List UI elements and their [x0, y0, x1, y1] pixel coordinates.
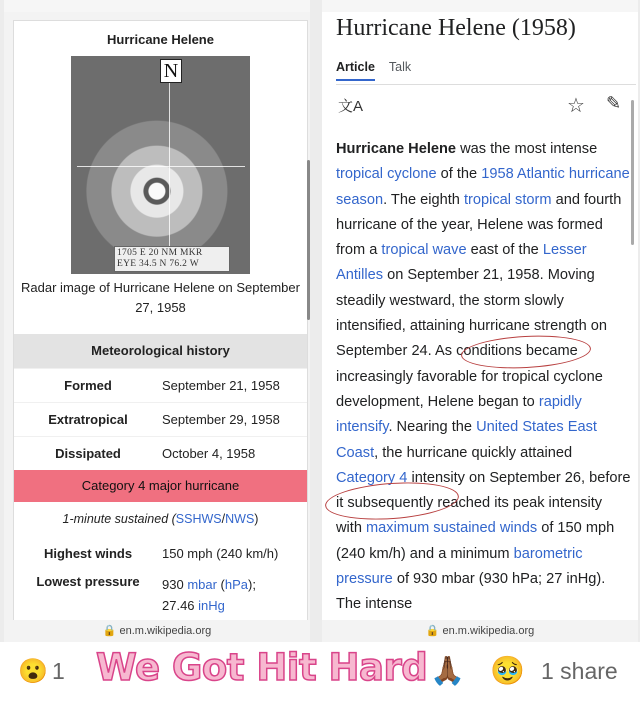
article-text: was the most intense [456, 141, 598, 157]
nws-link[interactable]: NWS [225, 512, 255, 526]
inhg-link[interactable]: inHg [198, 598, 225, 613]
tab-article[interactable]: Article [336, 60, 375, 81]
article-link[interactable]: United States East Coast [336, 419, 597, 461]
article-title: Hurricane Helene (1958) [336, 15, 576, 41]
status-bar [4, 0, 310, 12]
radar-north-marker: N [160, 59, 182, 83]
image-caption: Radar image of Hurricane Helene on September 27, 1958 [21, 280, 300, 315]
infobox-row [14, 368, 307, 402]
holding-back-tears-icon: 🥹 [490, 655, 525, 686]
scrollbar[interactable] [631, 100, 634, 245]
row-key: Lowest pressure [36, 574, 140, 589]
mbar-link[interactable]: mbar [187, 577, 217, 592]
category-banner: Category 4 major hurricane [14, 470, 307, 502]
article-body [336, 137, 632, 618]
article-text: . Nearing the [388, 419, 477, 436]
divider [336, 84, 636, 85]
article-link[interactable]: rapidly intensify [336, 393, 582, 436]
infobox-row [14, 436, 307, 470]
row-key: Formed [64, 378, 112, 393]
article-link[interactable]: tropical wave [381, 242, 467, 259]
praying-hands-icon: 🙏🏾 [430, 655, 465, 686]
url-bar[interactable] [322, 620, 638, 642]
radar-tag-line2: EYE 34.5 N 76.2 W [117, 259, 199, 269]
radar-tag-line1: 1705 E 20 NM MKR [117, 248, 203, 258]
sustained-suffix: ) [254, 512, 259, 526]
infobox-title: Hurricane Helene [107, 32, 214, 47]
url-text: en.m.wikipedia.org [442, 625, 535, 637]
row-value: October 4, 1958 [162, 446, 256, 461]
radar-crosshair-horizontal [77, 166, 245, 167]
reaction-count[interactable]: 1 [52, 658, 65, 684]
article-text: . The eighth [383, 191, 464, 208]
article-bold-text: Hurricane Helene [336, 141, 457, 157]
lock-icon: 🔒 [425, 625, 443, 637]
row-value: September 29, 1958 [162, 412, 280, 427]
tab-talk[interactable]: Talk [388, 60, 412, 74]
article-link[interactable]: tropical cyclone [336, 166, 437, 183]
article-text: of the [436, 166, 482, 183]
article-text: and fourth hurricane of the year, Helene was formed from a [336, 191, 622, 259]
infobox-row [14, 570, 307, 620]
edit-pencil-icon[interactable]: ✎ [606, 93, 622, 113]
pressure-text: ); [248, 577, 256, 592]
radar-tag [114, 246, 230, 272]
share-count[interactable]: 1 share [541, 658, 618, 684]
sshws-link[interactable]: SSHWS [175, 512, 222, 526]
row-key: Dissipated [55, 446, 121, 461]
infobox-row [14, 402, 307, 436]
article-text: of 150 mph (240 km/h) and a minimum [336, 520, 615, 562]
radar-crosshair-vertical [169, 82, 170, 272]
sustained-prefix: 1-minute sustained ( [62, 512, 176, 526]
lock-icon: 🔒 [102, 625, 120, 637]
scrollbar[interactable] [307, 160, 310, 320]
url-bar[interactable] [4, 620, 310, 642]
infobox [13, 20, 308, 621]
hpa-link[interactable]: hPa [224, 577, 249, 592]
article-link[interactable]: maximum sustained winds [366, 520, 538, 537]
right-screenshot-panel [322, 0, 638, 642]
url-text: en.m.wikipedia.org [119, 625, 212, 637]
radar-image[interactable] [71, 56, 250, 274]
row-value [162, 574, 307, 616]
wow-reaction-icon[interactable]: 😮 [18, 658, 48, 685]
section-heading: Meteorological history [14, 334, 307, 368]
row-key: Highest winds [43, 545, 133, 561]
article-tabs [336, 60, 411, 81]
article-link[interactable]: Lesser Antilles [336, 242, 587, 284]
row-value: September 21, 1958 [162, 378, 280, 393]
article-link[interactable]: tropical storm [463, 191, 552, 208]
sustained-note [14, 502, 307, 536]
article-toolbar [336, 95, 626, 117]
article-text: intensity on September 26, before it subsequently reached its peak intensity with [336, 469, 631, 537]
article-text: of 930 mbar (930 hPa; 27 inHg). The intense [336, 571, 606, 613]
translate-icon[interactable]: 文A [338, 98, 364, 115]
star-icon[interactable]: ☆ [567, 95, 585, 117]
infobox-row [14, 536, 307, 570]
social-footer [0, 642, 640, 705]
extratropical-link[interactable]: Extratropical [48, 412, 128, 427]
article-link[interactable]: Category 4 [336, 469, 408, 486]
article-link[interactable]: barometric pressure [336, 545, 583, 588]
pressure-text: 27.46 [162, 598, 199, 613]
article-text: on September 21, 1958. Moving steadily westward, the storm slowly intensified, attaining hurricane strength on September 24. As conditions became increasingly favorable for tropical cyclone development, Helene began to [336, 267, 607, 410]
sustained-sep: / [221, 512, 226, 526]
article-text: , the hurricane quickly attained [374, 444, 573, 461]
pressure-text: ( [216, 577, 225, 592]
pressure-text: 930 [162, 577, 188, 592]
article-text: east of the [466, 242, 543, 259]
post-caption: We Got Hit Hard [96, 646, 428, 689]
left-screenshot-panel [4, 0, 310, 642]
status-bar [322, 0, 638, 12]
article-link[interactable]: 1958 Atlantic hurricane season [336, 166, 630, 208]
row-value: 150 mph (240 km/h) [162, 545, 279, 561]
